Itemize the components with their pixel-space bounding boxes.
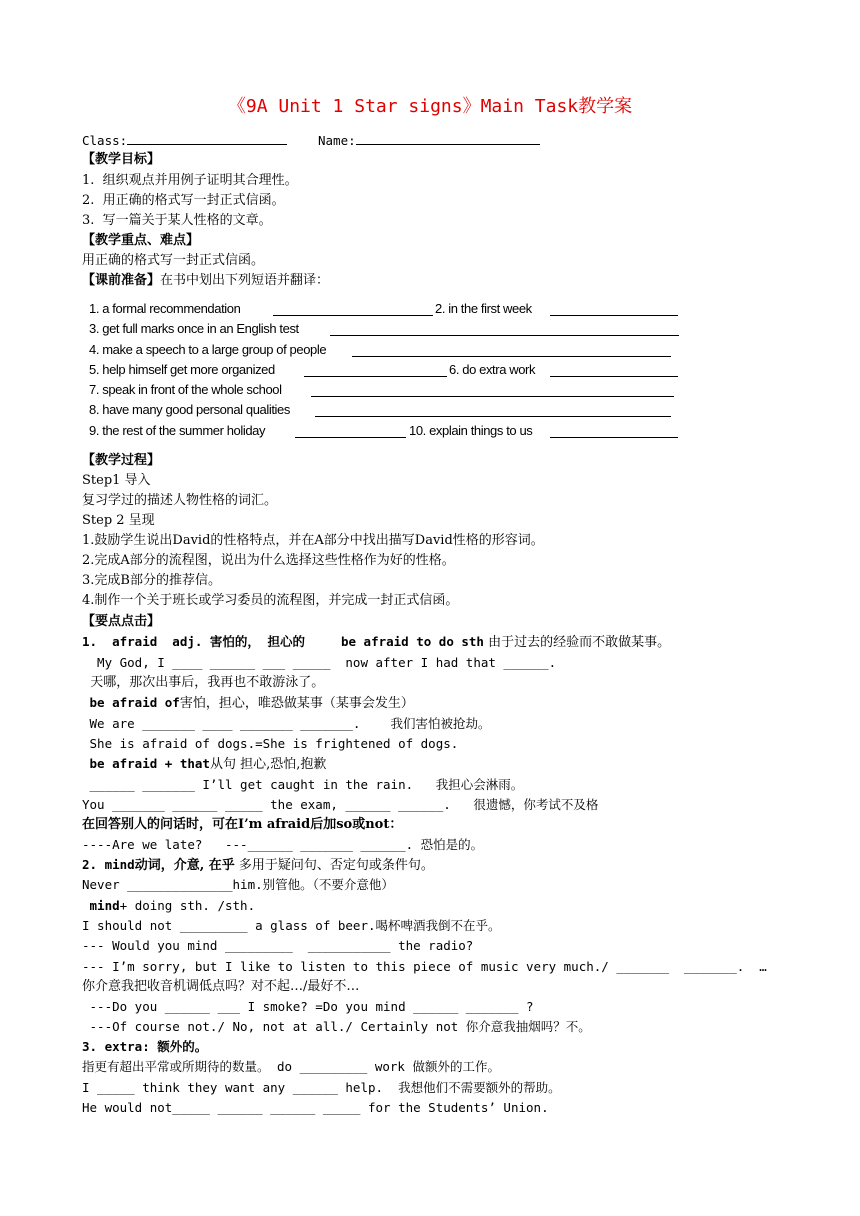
point-text: 1. afraid adj. 害怕的， 担心的 [82,634,305,649]
answer-blank[interactable] [304,376,447,377]
point-line: I _____ think they want any ______ help. 我想他们不需要额外的帮助。 [82,1080,561,1095]
answer-blank[interactable] [273,315,433,316]
class-blank[interactable] [127,131,287,145]
point-line [82,633,670,652]
phrase-7: 7. speak in front of the whole school [89,382,282,397]
point-line: We are _______ ____ _______ _______. 我们害怕被抢劫。 [82,716,491,731]
point-line: ----Are we late? ---______ _______ ______. 恐怕是的。 [82,837,484,852]
answer-blank[interactable] [550,315,678,316]
goal-item: 2. 用正确的格式写一封正式信函。 [82,193,285,208]
page-title: 《9A Unit 1 Star signs》Main Task教学案 [227,96,633,117]
section-goals-heading: 【教学目标】 [82,152,161,167]
point-text: 从句 担心,恐怕,抱歉 [209,757,327,772]
point-text: 动词，介意, 在乎 [134,858,235,873]
prep-line [82,272,329,290]
name-blank[interactable] [356,131,540,145]
name-label: Name: [318,133,356,148]
point-line: ______ _______ I’ll get caught in the rain. 我担心会淋雨。 [82,777,524,792]
answer-blank[interactable] [295,437,406,438]
answer-blank[interactable] [550,437,678,438]
section-key-heading: 【教学重点、难点】 [82,233,200,248]
point-line: She is afraid of dogs.=She is frightened of dogs. [82,736,459,751]
process-line: 3.完成B部分的推荐信。 [82,573,221,588]
class-field [82,131,287,150]
point-text: be afraid of [82,695,180,710]
phrase-8: 8. have many good personal qualities [89,402,290,417]
point-line: 你介意我把收音机调低点吗？对不起…/最好不… [82,979,360,994]
point-line: My God, I ____ ______ ___ _____ now after I had that ______. [82,655,557,670]
point-line: You _______ ______ _____ the exam, ______ ______. 很遗憾，你考试不及格 [82,797,599,812]
point-text: be afraid + that [82,756,210,771]
name-field [318,131,540,150]
process-line: Step 2 呈现 [82,513,155,528]
answer-blank[interactable] [330,335,679,336]
point-line: --- Would you mind _________ ___________ the radio? [82,938,474,953]
process-line: 复习学过的描述人物性格的词汇。 [82,493,278,508]
point-line: 3. extra: 额外的。 [82,1039,208,1054]
process-line: 1.鼓励学生说出David的性格特点，并在A部分中找出描写David性格的形容词。 [82,533,544,548]
section-prep-heading: 【课前准备】 [82,273,161,288]
point-text: 2. mind [82,857,135,872]
point-text: be afraid to do sth [340,634,484,649]
phrase-9: 9. the rest of the summer holiday [89,423,266,438]
goal-item: 1. 组织观点并用例子证明其合理性。 [82,173,298,188]
point-line: 在回答别人的问话时，可在I’m afraid后加so或not： [82,817,403,832]
point-line: --- I’m sorry, but I like to listen to this piece of music very much./ _______ _______. … [82,959,767,974]
point-line: ---Do you ______ ___ I smoke? =Do you mind ______ _______ ? [82,999,534,1014]
point-line [82,755,326,774]
process-line: 2.完成A部分的流程图，说出为什么选择这些性格作为好的性格。 [82,553,455,568]
section-process-heading: 【教学过程】 [82,453,161,468]
point-line [82,897,255,915]
point-text: + doing sth. /sth. [119,898,256,913]
phrase-6: 6. do extra work [449,362,536,377]
answer-blank[interactable] [315,416,671,417]
point-line [82,694,414,713]
phrase-1: 1. a formal recommendation [89,301,241,316]
phrase-3: 3. get full marks once in an English test [89,321,299,336]
answer-blank[interactable] [352,356,671,357]
class-label: Class: [82,133,128,148]
process-line: 4.制作一个关于班长或学习委员的流程图，并完成一封正式信函。 [82,593,459,608]
point-line: He would not_____ ______ ______ _____ for the Students’ Union. [82,1100,549,1115]
answer-blank[interactable] [311,396,674,397]
point-line [82,856,434,875]
prep-text: 在书中划出下列短语并翻译： [160,273,330,288]
point-line: ---Of course not./ No, not at all./ Certainly not 你介意我抽烟吗？不。 [82,1019,591,1034]
phrase-10: 10. explain things to us [409,423,533,438]
point-line: Never ______________him.别管他。（不要介意他） [82,877,394,892]
phrase-2: 2. in the first week [435,301,532,316]
key-text: 用正确的格式写一封正式信函。 [82,253,265,268]
goal-item: 3. 写一篇关于某人性格的文章。 [82,213,272,228]
phrase-4: 4. make a speech to a large group of people [89,342,327,357]
section-points-heading: 【要点点击】 [82,614,161,629]
phrase-5: 5. help himself get more organized [89,362,275,377]
point-line: 指更有超出平常或所期待的数量。 do _________ work 做额外的工作。 [82,1059,500,1074]
point-text: 多用于疑问句、否定句或条件句。 [234,858,434,873]
point-line: I should not _________ a glass of beer.喝杯啤酒我倒不在乎。 [82,918,501,933]
point-line: 天哪，那次出事后，我再也不敢游泳了。 [82,675,325,690]
point-text: mind [82,898,120,913]
answer-blank[interactable] [550,376,678,377]
process-line: Step1 导入 [82,473,151,488]
point-text: 害怕，担心，唯恐做某事（某事会发生） [179,696,414,711]
point-text: 由于过去的经验而不敢做某事。 [483,635,671,650]
